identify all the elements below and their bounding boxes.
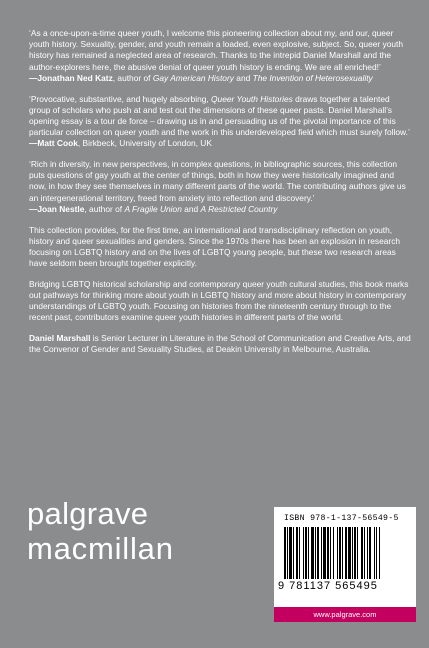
barcode-bar xyxy=(361,527,363,579)
barcode-bar xyxy=(327,527,329,579)
author-bio xyxy=(29,333,413,355)
barcode-bar xyxy=(305,527,307,579)
barcode-bar xyxy=(311,527,314,579)
affiliation-text: , author of xyxy=(84,203,125,214)
barcode-bar xyxy=(293,527,294,579)
barcode-bar xyxy=(299,527,300,579)
barcode-bar xyxy=(308,527,309,579)
barcode-bar xyxy=(376,527,377,579)
barcode-bar xyxy=(287,527,288,579)
barcode-bar xyxy=(357,527,358,579)
barcode-bar xyxy=(374,527,375,579)
description-paragraph: Bridging LGBTQ historical scholarship and contemporary queer youth cultural studies, this book marks out pathways for thinking more about youth in LGBTQ history and more about history in contemporary understandings of LGBTQ youth. Focusing on histories from the nineteenth century through to the recent past, contributors examine queer youth histories in different parts of the world. xyxy=(29,278,409,323)
endorser-name: —Joan Nestle xyxy=(29,203,85,214)
book-title: A Restricted Country xyxy=(200,203,278,214)
book-title: Queer Youth Histories xyxy=(211,93,293,104)
barcode-bar xyxy=(303,527,304,579)
barcode-bar xyxy=(289,527,292,579)
barcode-bar xyxy=(364,527,365,579)
barcode-bar xyxy=(354,527,356,579)
endorser-name: —Matt Cook xyxy=(29,138,78,149)
bio-text: is Senior Lecturer in Literature in the School of Communication and Creative Arts, and the Convenor of Gender and Sexuality Studies, at Deakin University in Melbourne, Australia. xyxy=(29,333,411,355)
book-title: A Fragile Union xyxy=(124,203,182,214)
endorsement-katz xyxy=(29,28,413,84)
barcode-bar xyxy=(367,527,368,579)
logo-line-macmillan: macmillan xyxy=(27,531,174,566)
barcode-bar xyxy=(284,527,286,579)
publisher-url: www.palgrave.com xyxy=(274,607,416,622)
endorsement-nestle xyxy=(29,159,413,215)
barcode-bar xyxy=(369,527,371,579)
endorsement-cook xyxy=(29,94,413,150)
quote-text: ‘As a once-upon-a-time queer youth, I welcome this pioneering collection about my, and our, queer youth history. Sexuality, gender, and youth remain a loaded, even explosive, subject. So, queer youth history has remained a neglected area of research. Thanks to the intrepid Daniel Marshall and the author-explorers here, the abusive denial of queer youth history is ending. We are all enriched!’ xyxy=(29,28,404,72)
quote-text: ‘Rich in diversity, in new perspectives, in complex questions, in bibliographic sources, this collection puts questions of gay youth at the center of things, both in how they were historically imagined and now, in how they see themselves in many different parts of the world. The contributing authors give us an intergenerational territory, freed from anxiety into reflection and discovery.’ xyxy=(29,159,406,203)
barcode-digits: 9 781137 565495 xyxy=(278,580,378,592)
book-title: The Invention of Heterosexuality xyxy=(252,72,373,83)
barcode-bar xyxy=(333,527,334,579)
affiliation-text: , Birkbeck, University of London, UK xyxy=(77,138,212,149)
back-cover-text xyxy=(29,28,413,366)
quote-text: ‘Provocative, substantive, and hugely absorbing, xyxy=(29,93,212,104)
affiliation-text: and xyxy=(233,72,253,83)
barcode-bar xyxy=(323,527,326,579)
barcode-bar xyxy=(339,527,341,579)
affiliation-text: and xyxy=(181,203,201,214)
logo-line-palgrave: palgrave xyxy=(27,496,149,531)
barcode-bar xyxy=(348,527,351,579)
barcode-bar xyxy=(379,527,380,579)
barcode-bar xyxy=(345,527,347,579)
barcode-bar xyxy=(342,527,343,579)
barcode-bar xyxy=(337,527,338,579)
barcode-image xyxy=(284,527,408,579)
book-title: Gay American History xyxy=(152,72,234,83)
isbn-label: ISBN 978-1-137-56549-5 xyxy=(284,514,399,523)
author-name: Daniel Marshall xyxy=(29,333,91,344)
affiliation-text: , author of xyxy=(112,72,153,83)
barcode-bars xyxy=(284,527,408,583)
barcode-panel xyxy=(274,507,416,607)
attribution xyxy=(29,138,413,149)
description-paragraph: This collection provides, for the first time, an international and transdisciplinary reflection on youth, history and queer sexualities and genders. Since the 1970s there has been an explosion in research focusing on LGBTQ history and on the lives of LGBTQ young people, but these two research areas have seldom been brought together explicitly. xyxy=(29,224,401,269)
publisher-logo xyxy=(27,498,174,564)
barcode-bar xyxy=(317,527,319,579)
barcode-bar xyxy=(296,527,298,579)
barcode-bar xyxy=(321,527,322,579)
barcode-bar xyxy=(352,527,353,579)
barcode-bar xyxy=(315,527,316,579)
quote-text: draws together a talented group of scholars who push at and test out the dimensions of these queer pasts. Daniel Marshall’s opening essay is a tour de force – drawing us in and persuading us of the pivotal importance of this particular collection on queer youth and the work in this underdeveloped field which must surely follow.’ xyxy=(29,93,410,138)
barcode-bar xyxy=(330,527,331,579)
endorser-name: —Jonathan Ned Katz xyxy=(29,72,113,83)
attribution xyxy=(29,73,413,84)
attribution xyxy=(29,204,413,215)
